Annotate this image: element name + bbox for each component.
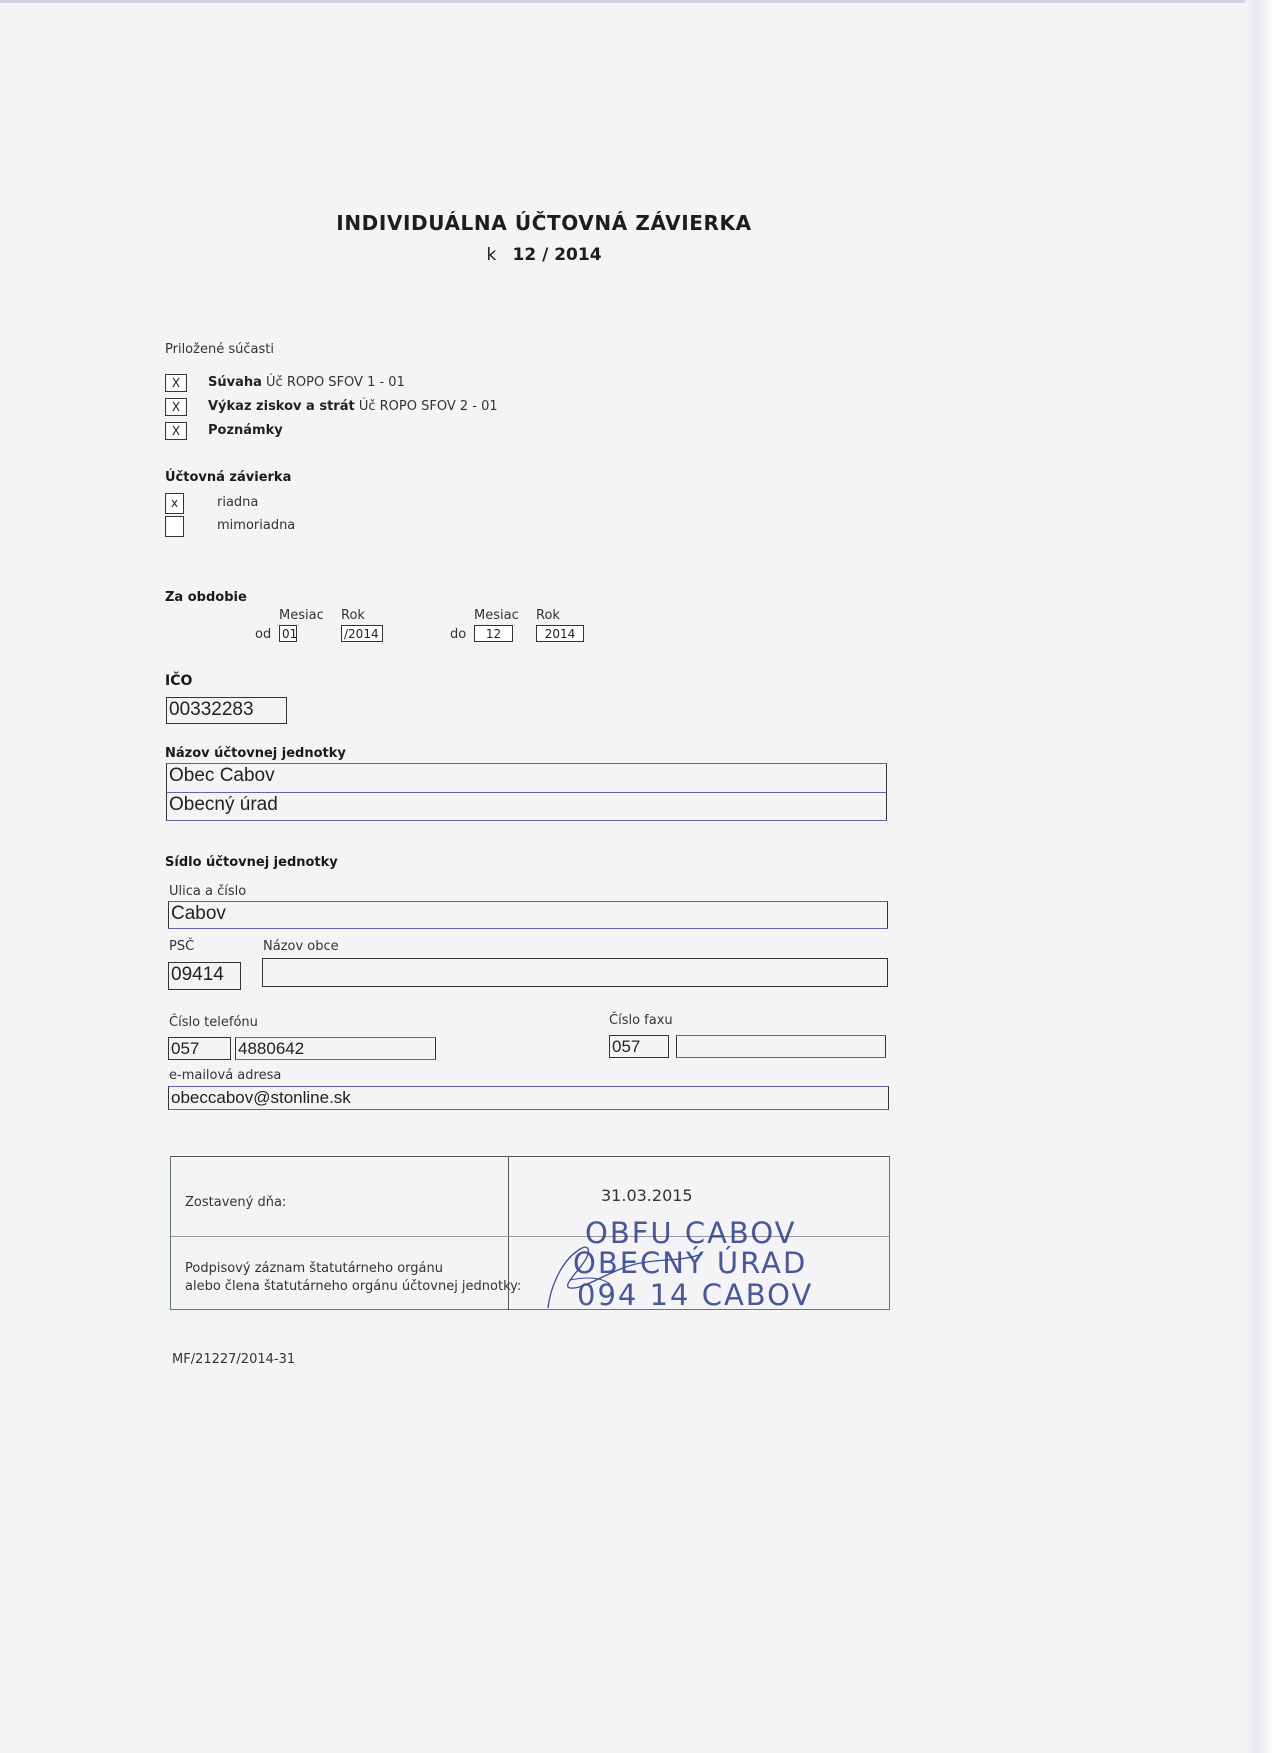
- attachment-name: Poznámky: [208, 423, 283, 438]
- checkbox-vykaz[interactable]: X: [165, 398, 187, 416]
- city-label: Názov obce: [263, 939, 339, 954]
- stamp-line-2: OBECNÝ ÚRAD: [573, 1246, 808, 1280]
- signature-label-2: alebo člena štatutárneho orgánu účtovnej jednotky:: [185, 1279, 522, 1294]
- attachment-item: [208, 375, 405, 390]
- street-label: Ulica a číslo: [169, 884, 247, 899]
- to-label: do: [450, 627, 467, 642]
- ico-label: IČO: [165, 673, 193, 689]
- checkbox-mimoriadna[interactable]: [165, 516, 184, 537]
- from-label: od: [255, 627, 272, 642]
- fax-prefix-field[interactable]: 057: [609, 1035, 669, 1058]
- psc-label: PSČ: [169, 939, 195, 954]
- to-month-label: Mesiac: [474, 608, 519, 623]
- checkbox-riadna[interactable]: x: [165, 493, 184, 514]
- page-edge: [1245, 0, 1275, 1753]
- entity-name-field[interactable]: Obec Cabov: [166, 763, 887, 792]
- phone-label: Číslo telefónu: [169, 1015, 258, 1030]
- option-mimoriadna-label: mimoriadna: [217, 518, 296, 533]
- period-prefix: k: [486, 245, 497, 265]
- entity-name-label: Názov účtovnej jednotky: [165, 746, 346, 761]
- handwritten-signature: [540, 1240, 720, 1310]
- period-range-heading: Za obdobie: [165, 590, 247, 605]
- street-field[interactable]: Cabov: [168, 901, 888, 929]
- phone-prefix-field[interactable]: 057: [168, 1037, 231, 1060]
- to-month-field[interactable]: 12: [474, 625, 513, 642]
- option-riadna-label: riadna: [217, 495, 259, 510]
- checkbox-poznamky[interactable]: X: [165, 422, 187, 440]
- attachment-name: Výkaz ziskov a strát: [208, 399, 355, 414]
- fax-number-field[interactable]: [676, 1035, 886, 1058]
- attachment-item: [208, 399, 498, 414]
- checkbox-suvaha[interactable]: X: [165, 374, 187, 392]
- period-value: 12 / 2014: [512, 245, 602, 265]
- attachments-heading: Priložené súčasti: [165, 342, 274, 357]
- entity-name-field-2[interactable]: Obecný úrad: [166, 792, 887, 821]
- document-period: [0, 245, 1088, 265]
- closing-type-heading: Účtovná závierka: [165, 470, 292, 485]
- to-year-field[interactable]: 2014: [536, 625, 584, 642]
- stamp-line-3: 094 14 CABOV: [577, 1278, 814, 1312]
- from-month-label: Mesiac: [279, 608, 324, 623]
- attachment-name: Súvaha: [208, 375, 262, 390]
- to-year-label: Rok: [536, 608, 560, 623]
- from-year-field[interactable]: /2014: [341, 625, 383, 642]
- city-field[interactable]: [262, 958, 888, 987]
- document-title: INDIVIDUÁLNA ÚČTOVNÁ ZÁVIERKA: [336, 211, 752, 235]
- from-month-field[interactable]: 01: [279, 625, 297, 642]
- fax-label: Číslo faxu: [609, 1013, 673, 1028]
- attachment-detail: Úč ROPO SFOV 2 - 01: [358, 399, 498, 414]
- email-label: e-mailová adresa: [169, 1068, 282, 1083]
- compiled-label: Zostavený dňa:: [185, 1195, 287, 1210]
- email-field[interactable]: obeccabov@stonline.sk: [168, 1086, 889, 1110]
- form-code: MF/21227/2014-31: [172, 1352, 296, 1367]
- signature-label-1: Podpisový záznam štatutárneho orgánu: [185, 1261, 443, 1276]
- attachment-item: [208, 423, 283, 438]
- psc-field[interactable]: 09414: [168, 962, 241, 990]
- compiled-date: 31.03.2015: [601, 1186, 693, 1205]
- ico-field[interactable]: 00332283: [166, 697, 287, 724]
- stamp-line-1: OBFᑌ CABOV: [585, 1216, 797, 1250]
- attachment-detail: Úč ROPO SFOV 1 - 01: [266, 375, 405, 390]
- from-year-label: Rok: [341, 608, 365, 623]
- phone-number-field[interactable]: 4880642: [235, 1037, 436, 1060]
- address-heading: Sídlo účtovnej jednotky: [165, 855, 338, 870]
- page-edge: [0, 0, 1275, 3]
